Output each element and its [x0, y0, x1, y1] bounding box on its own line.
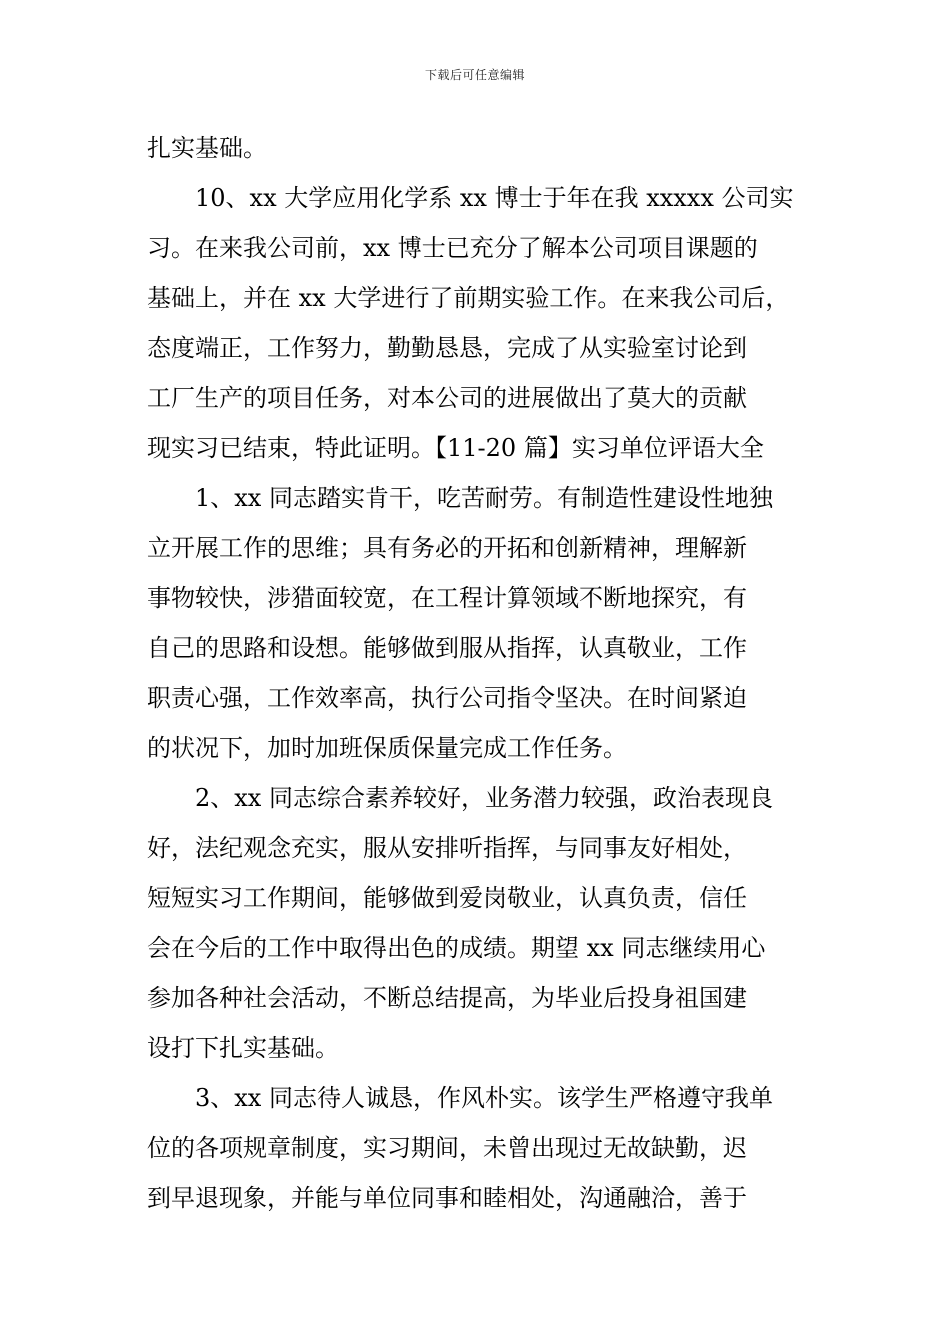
- text-line: 工厂生产的项目任务，对本公司的进展做出了莫大的贡献: [147, 384, 747, 412]
- text-line: 1、xx 同志踏实肯干，吃苦耐劳。有制造性建设性地独: [147, 484, 773, 512]
- text-line: 2、xx 同志综合素养较好，业务潜力较强，政治表现良: [147, 784, 773, 812]
- text-line: 现实习已结束，特此证明。【11-20 篇】实习单位评语大全: [147, 434, 764, 462]
- text-line: 3、xx 同志待人诚恳，作风朴实。该学生严格遵守我单: [147, 1084, 773, 1112]
- text-line: 态度端正，工作努力，勤勤恳恳，完成了从实验室讨论到: [147, 334, 747, 362]
- page-header: 下载后可任意编辑: [424, 68, 525, 82]
- text-line: 基础上，并在 xx 大学进行了前期实验工作。在来我公司后，: [147, 284, 790, 312]
- text-line: 事物较快，涉猎面较宽，在工程计算领域不断地探究，有: [147, 584, 747, 612]
- text-line: 习。在来我公司前，xx 博士已充分了解本公司项目课题的: [147, 234, 758, 262]
- text-line: 位的各项规章制度，实习期间，未曾出现过无故缺勤，迟: [147, 1134, 747, 1162]
- text-line: 自己的思路和设想。能够做到服从指挥，认真敬业，工作: [147, 634, 747, 662]
- text-line: 短短实习工作期间，能够做到爱岗敬业，认真负责，信任: [147, 884, 747, 912]
- text-line: 职责心强，工作效率高，执行公司指令坚决。在时间紧迫: [147, 684, 747, 712]
- text-line: 设打下扎实基础。: [147, 1034, 339, 1062]
- text-line: 好，法纪观念充实，服从安排听指挥，与同事友好相处，: [147, 834, 747, 862]
- text-line: 扎实基础。: [147, 134, 267, 162]
- text-line: 参加各种社会活动，不断总结提高，为毕业后投身祖国建: [147, 984, 747, 1012]
- text-line: 的状况下，加时加班保质保量完成工作任务。: [147, 734, 627, 762]
- text-line: 立开展工作的思维；具有务必的开拓和创新精神，理解新: [147, 534, 747, 562]
- text-line: 到早退现象，并能与单位同事和睦相处，沟通融洽，善于: [147, 1184, 747, 1212]
- text-line: 10、xx 大学应用化学系 xx 博士于年在我 xxxxx 公司实: [147, 184, 794, 212]
- text-line: 会在今后的工作中取得出色的成绩。期望 xx 同志继续用心: [147, 934, 766, 962]
